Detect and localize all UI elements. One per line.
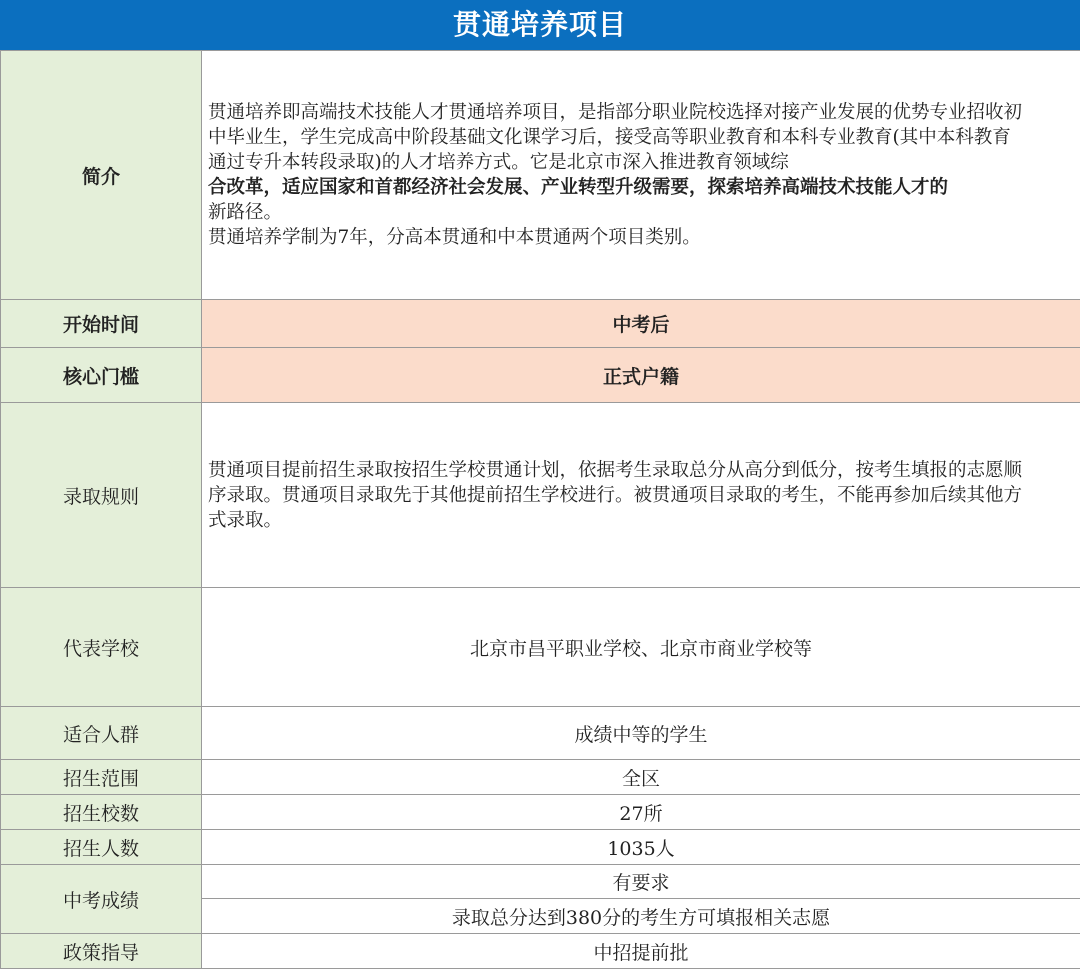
intro-cell [202,51,1080,300]
row-label-start-time: 开始时间 [1,300,202,348]
row-label-suitable: 适合人群 [1,707,202,760]
scope-value: 全区 [202,760,1080,795]
table-row [1,760,1080,795]
info-table [0,50,1080,969]
exam-score-value1: 有要求 [202,865,1080,899]
row-label-threshold: 核心门槛 [1,348,202,403]
admission-rules-cell [202,403,1080,588]
table-row [1,403,1080,588]
table-row [1,830,1080,865]
row-label-schools: 代表学校 [1,588,202,707]
row-label-intro: 简介 [1,51,202,300]
table-row [1,348,1080,403]
student-count-value: 1035人 [202,830,1080,865]
table-row [1,795,1080,830]
row-label-scope: 招生范围 [1,760,202,795]
row-label-admission-rules: 录取规则 [1,403,202,588]
row-label-policy: 政策指导 [1,934,202,969]
table-row [1,588,1080,707]
table-row [1,51,1080,300]
start-time-value: 中考后 [202,300,1080,348]
admission-rules-text: 贯通项目提前招生录取按招生学校贯通计划，依据考生录取总分从高分到低分，按考生填报的志愿顺序录取。贯通项目录取先于其他提前招生学校进行。被贯通项目录取的考生，不能再参加后续其他方式录取。 [208,459,1023,531]
intro-line1-tail: 新路径。 [208,202,283,223]
intro-line2: 贯通培养学制为7年，分高本贯通和中本贯通两个项目类别。 [208,227,701,248]
intro-text [202,100,1034,250]
schools-value: 北京市昌平职业学校、北京市商业学校等 [202,588,1080,707]
school-count-value: 27所 [202,795,1080,830]
row-label-school-count: 招生校数 [1,795,202,830]
threshold-value: 正式户籍 [202,348,1080,403]
exam-score-value2: 录取总分达到380分的考生方可填报相关志愿 [202,899,1080,934]
policy-value: 中招提前批 [202,934,1080,969]
table-row [1,934,1080,969]
table-row [1,300,1080,348]
table-row [1,707,1080,760]
intro-line1: 贯通培养即高端技术技能人才贯通培养项目，是指部分职业院校选择对接产业发展的优势专业招收初中毕业生，学生完成高中阶段基础文化课学习后，接受高等职业教育和本科专业教育(其中本科教育通过专升本转段录取)的人才培养方式。它是北京市深入推进教育领域综 [208,102,1023,173]
intro-line1-bold: 合改革，适应国家和首都经济社会发展、产业转型升级需要，探索培养高端技术技能人才的 [208,177,949,198]
suitable-value: 成绩中等的学生 [202,707,1080,760]
page-title: 贯通培养项目 [0,0,1080,50]
table-row [1,865,1080,899]
row-label-student-count: 招生人数 [1,830,202,865]
row-label-exam-score: 中考成绩 [1,865,202,934]
